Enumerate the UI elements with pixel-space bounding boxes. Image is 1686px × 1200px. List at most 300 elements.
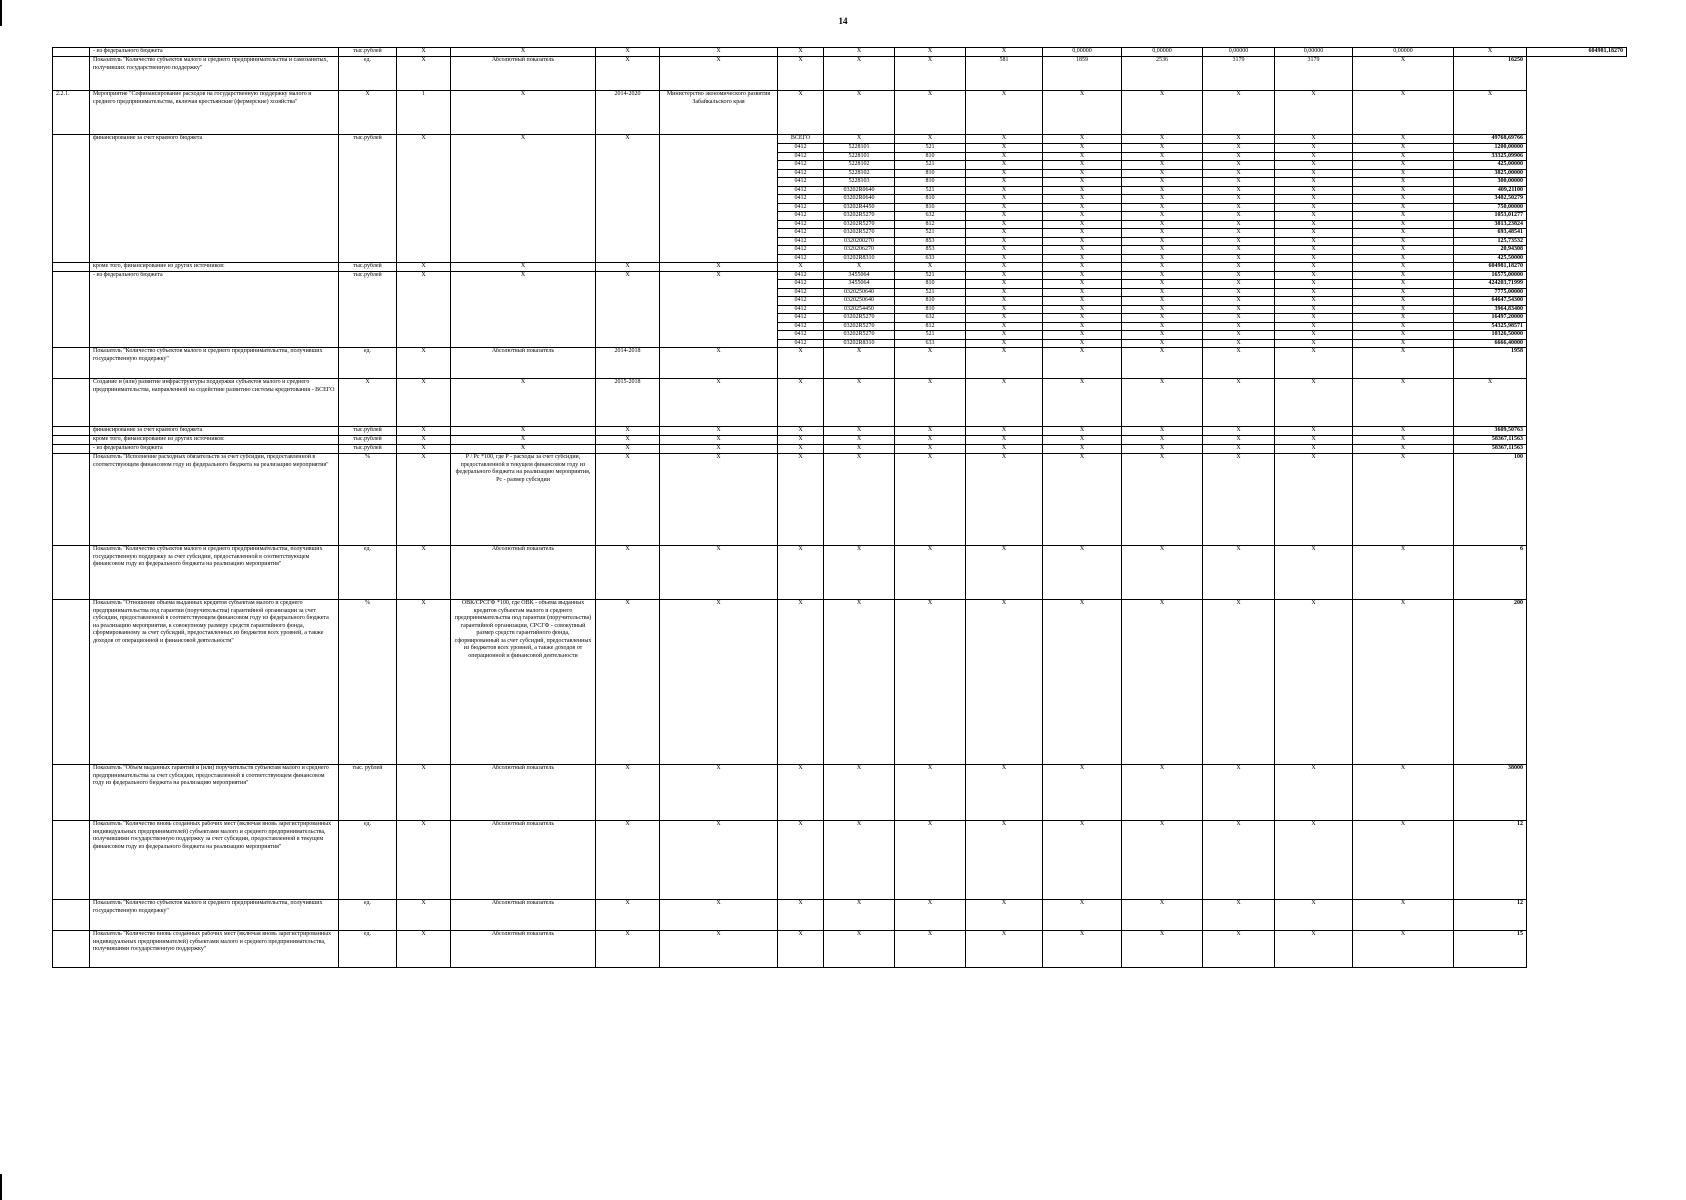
x-mark-cell: X: [1203, 246, 1275, 255]
total-cell: 604981,18270: [1454, 263, 1527, 272]
x-mark-cell: X: [966, 348, 1043, 379]
x-mark-cell: X: [1043, 288, 1122, 297]
csr-cell: 5228103: [824, 178, 895, 187]
x-mark-cell: X: [966, 821, 1043, 900]
num-cell: [53, 546, 90, 600]
x-mark-cell: X: [824, 263, 895, 272]
x-mark-cell: X: [1353, 297, 1454, 306]
label-cell: Показатель "Исполнение расходных обязательств за счет субсидии, предоставленной в соответствующем финансовом году из федерального бюджета на реализацию мероприятия": [90, 454, 339, 546]
x-mark-cell: X: [1122, 436, 1203, 445]
unit-cell: ед.: [339, 348, 397, 379]
total-cell: 125,73532: [1454, 237, 1527, 246]
vr-cell: 812: [895, 220, 966, 229]
x-mark-cell: X: [1122, 91, 1203, 135]
x-mark-cell: X: [1353, 900, 1454, 931]
x-mark-cell: X: [1203, 220, 1275, 229]
x-mark-cell: X: [596, 821, 660, 900]
x-mark-cell: X: [1275, 546, 1353, 600]
total-cell: 15: [1454, 931, 1527, 968]
num-cell: 2.2.1.: [53, 91, 90, 135]
row-infra-regional: [53, 427, 1627, 436]
x-mark-cell: X: [660, 900, 778, 931]
csr-cell: 03202R4450: [824, 203, 895, 212]
total-cell: 1958: [1454, 348, 1527, 379]
row-regional-line: [53, 135, 1627, 144]
x-mark-cell: X: [1122, 263, 1203, 272]
x-mark-cell: X: [966, 254, 1043, 263]
grbs-cell: 0412: [778, 339, 824, 348]
x-mark-cell: X: [966, 931, 1043, 968]
x-mark-cell: X: [660, 271, 778, 348]
x-mark-cell: X: [1043, 237, 1122, 246]
x-mark-cell: X: [778, 379, 824, 427]
total-cell: 409,21100: [1454, 186, 1527, 195]
x-mark-cell: X: [1203, 229, 1275, 238]
x-mark-cell: X: [966, 237, 1043, 246]
x-mark-cell: X: [966, 445, 1043, 454]
row-indicator-self-employed: [53, 57, 1627, 91]
unit-cell: тыс.рублей: [339, 427, 397, 436]
num-cell: [53, 271, 90, 348]
vr-cell: 632: [895, 212, 966, 221]
value-cell: 1859: [1043, 57, 1122, 91]
x-mark-cell: X: [1275, 600, 1353, 765]
x-mark-cell: X: [1353, 57, 1454, 91]
grbs-cell: 0412: [778, 237, 824, 246]
x-mark-cell: X: [1043, 280, 1122, 289]
x-mark-cell: X: [824, 821, 895, 900]
x-mark-cell: X: [1275, 271, 1353, 280]
value-cell: 1: [397, 91, 451, 135]
x-mark-cell: X: [1203, 152, 1275, 161]
num-cell: [53, 454, 90, 546]
row-measure-2-2-1: [53, 91, 1627, 135]
x-mark-cell: X: [1043, 348, 1122, 379]
x-mark-cell: X: [824, 427, 895, 436]
x-mark-cell: X: [895, 600, 966, 765]
x-mark-cell: X: [778, 931, 824, 968]
x-mark-cell: X: [1122, 186, 1203, 195]
x-mark-cell: X: [966, 220, 1043, 229]
x-mark-cell: X: [1275, 263, 1353, 272]
x-mark-cell: X: [966, 271, 1043, 280]
label-cell: Мероприятие "Софинансирование расходов на государственную поддержку малого и среднего предпринимательства, включая крестьянские (фермерские) хозяйства": [90, 91, 339, 135]
row-indicator-loans-ratio: [53, 600, 1627, 765]
x-mark-cell: X: [1353, 600, 1454, 765]
x-mark-cell: X: [824, 454, 895, 546]
x-mark-cell: X: [895, 931, 966, 968]
x-mark-cell: X: [1122, 454, 1203, 546]
x-mark-cell: X: [397, 765, 451, 821]
x-mark-cell: X: [1275, 436, 1353, 445]
x-mark-cell: X: [1122, 152, 1203, 161]
x-mark-cell: X: [1353, 765, 1454, 821]
x-mark-cell: X: [1043, 765, 1122, 821]
grbs-cell: 0412: [778, 144, 824, 153]
csr-cell: 0320250640: [824, 288, 895, 297]
x-mark-cell: X: [966, 314, 1043, 323]
grbs-cell: 0412: [778, 305, 824, 314]
x-mark-cell: X: [966, 178, 1043, 187]
x-mark-cell: X: [1122, 931, 1203, 968]
unit-cell: тыс.рублей: [339, 445, 397, 454]
label-cell: Показатель "Количество субъектов малого и среднего предпринимательства, получивших государственную поддержку": [90, 900, 339, 931]
csr-cell: 03202R5270: [824, 314, 895, 323]
x-mark-cell: X: [1275, 229, 1353, 238]
x-mark-cell: X: [1122, 161, 1203, 170]
x-mark-cell: X: [966, 546, 1043, 600]
x-mark-cell: X: [660, 600, 778, 765]
x-mark-cell: X: [1043, 600, 1122, 765]
x-mark-cell: X: [596, 57, 660, 91]
x-mark-cell: X: [1353, 152, 1454, 161]
x-mark-cell: X: [1043, 152, 1122, 161]
unit-cell: тыс.рублей: [339, 271, 397, 348]
x-mark-cell: X: [1353, 271, 1454, 280]
x-mark-cell: X: [1454, 379, 1527, 427]
row-indicator-count-support: [53, 900, 1627, 931]
x-mark-cell: X: [397, 57, 451, 91]
total-cell: 12: [1454, 821, 1527, 900]
x-mark-cell: X: [1043, 297, 1122, 306]
x-mark-cell: X: [397, 454, 451, 546]
x-mark-cell: X: [1043, 91, 1122, 135]
x-mark-cell: X: [1122, 237, 1203, 246]
x-mark-cell: X: [451, 271, 596, 348]
total-cell: 58367,11563: [1454, 445, 1527, 454]
num-cell: [53, 821, 90, 900]
x-mark-cell: X: [660, 48, 778, 57]
x-mark-cell: X: [1203, 186, 1275, 195]
total-cell: 3825,00000: [1454, 169, 1527, 178]
x-mark-cell: X: [1043, 314, 1122, 323]
x-mark-cell: X: [895, 546, 966, 600]
x-mark-cell: X: [596, 271, 660, 348]
x-mark-cell: X: [1275, 305, 1353, 314]
total-cell: 1053,01277: [1454, 212, 1527, 221]
csr-cell: 03202R8310: [824, 254, 895, 263]
executor-cell: Министерство экономического развития Забайкальского края: [660, 91, 778, 135]
x-mark-cell: X: [1353, 135, 1454, 144]
x-mark-cell: X: [966, 339, 1043, 348]
grbs-cell: 0412: [778, 186, 824, 195]
total-cell: 3964,83400: [1454, 305, 1527, 314]
x-mark-cell: X: [1122, 280, 1203, 289]
x-mark-cell: X: [1122, 195, 1203, 204]
x-mark-cell: X: [1275, 314, 1353, 323]
x-mark-cell: X: [1043, 931, 1122, 968]
csr-cell: 3455064: [824, 280, 895, 289]
x-mark-cell: X: [1275, 931, 1353, 968]
total-cell: 1200,00000: [1454, 144, 1527, 153]
csr-cell: 0320254450: [824, 305, 895, 314]
vr-cell: 810: [895, 178, 966, 187]
x-mark-cell: X: [1122, 546, 1203, 600]
total-cell: 6666,40000: [1454, 339, 1527, 348]
x-mark-cell: X: [1043, 246, 1122, 255]
x-mark-cell: X: [966, 195, 1043, 204]
total-cell: 3402,50279: [1454, 195, 1527, 204]
method-cell: Абсолютный показатель: [451, 348, 596, 379]
x-mark-cell: X: [596, 765, 660, 821]
x-mark-cell: X: [660, 379, 778, 427]
grbs-cell: 0412: [778, 169, 824, 178]
value-cell: 0,00000: [1275, 48, 1353, 57]
x-mark-cell: X: [1043, 229, 1122, 238]
total-cell: 58367,11563: [1454, 436, 1527, 445]
x-mark-cell: X: [966, 454, 1043, 546]
x-mark-cell: X: [1043, 186, 1122, 195]
x-mark-cell: X: [1353, 237, 1454, 246]
total-cell: 425,50000: [1454, 254, 1527, 263]
x-mark-cell: X: [1353, 280, 1454, 289]
x-mark-cell: X: [397, 436, 451, 445]
x-mark-cell: X: [1122, 229, 1203, 238]
vr-cell: 810: [895, 297, 966, 306]
x-mark-cell: X: [1122, 305, 1203, 314]
table-body: [53, 48, 1627, 968]
x-mark-cell: X: [1203, 288, 1275, 297]
total-cell: 424203,71999: [1454, 280, 1527, 289]
x-mark-cell: X: [1275, 288, 1353, 297]
x-mark-cell: X: [966, 186, 1043, 195]
label-cell: Показатель "Количество субъектов малого и среднего предпринимательства и самозанятых, получивших государственную поддержку": [90, 57, 339, 91]
period-cell: 2014-2018: [596, 348, 660, 379]
x-mark-cell: X: [1275, 445, 1353, 454]
csr-cell: 0320250640: [824, 297, 895, 306]
x-mark-cell: X: [1122, 322, 1203, 331]
x-mark-cell: X: [339, 91, 397, 135]
grbs-cell: 0412: [778, 254, 824, 263]
label-cell: Показатель "Количество вновь созданных рабочих мест (включая вновь зарегистрированных индивидуальных предпринимателей) субъектами малого и среднего предпринимательства, получившими государственную поддержку за счет субсидии, предоставленной в текущем финансовом году из федерального бюджета на реализацию мероприятия": [90, 821, 339, 900]
value-cell: 2536: [1122, 57, 1203, 91]
x-mark-cell: X: [660, 57, 778, 91]
x-mark-cell: X: [1122, 821, 1203, 900]
x-mark-cell: X: [397, 931, 451, 968]
label-cell: финансирование за счет краевого бюджета: [90, 135, 339, 263]
total-cell: 54325,98571: [1454, 322, 1527, 331]
x-mark-cell: X: [895, 91, 966, 135]
num-cell: [53, 348, 90, 379]
x-mark-cell: X: [451, 427, 596, 436]
total-cell: 64647,54300: [1454, 297, 1527, 306]
x-mark-cell: X: [1043, 379, 1122, 427]
x-mark-cell: X: [1203, 900, 1275, 931]
x-mark-cell: X: [895, 454, 966, 546]
total-cell: 425,00000: [1454, 161, 1527, 170]
row-indicator-new-jobs-subsidy: [53, 821, 1627, 900]
x-mark-cell: X: [966, 169, 1043, 178]
x-mark-cell: X: [596, 48, 660, 57]
x-mark-cell: X: [1353, 454, 1454, 546]
x-mark-cell: X: [1122, 339, 1203, 348]
x-mark-cell: X: [1353, 931, 1454, 968]
x-mark-cell: X: [1043, 331, 1122, 340]
method-cell: Абсолютный показатель: [451, 546, 596, 600]
vr-cell: 810: [895, 305, 966, 314]
method-cell: Абсолютный показатель: [451, 765, 596, 821]
x-mark-cell: X: [1122, 297, 1203, 306]
x-mark-cell: X: [596, 445, 660, 454]
x-mark-cell: X: [660, 765, 778, 821]
vr-cell: 521: [895, 331, 966, 340]
csr-cell: 5228102: [824, 169, 895, 178]
x-mark-cell: X: [1043, 254, 1122, 263]
x-mark-cell: X: [778, 427, 824, 436]
x-mark-cell: X: [1275, 186, 1353, 195]
total-cell: 100: [1454, 454, 1527, 546]
x-mark-cell: X: [1043, 322, 1122, 331]
program-finance-table: [52, 47, 1627, 968]
x-mark-cell: X: [966, 91, 1043, 135]
x-mark-cell: X: [1043, 212, 1122, 221]
x-mark-cell: X: [660, 263, 778, 272]
x-mark-cell: X: [1275, 152, 1353, 161]
x-mark-cell: X: [966, 203, 1043, 212]
unit-cell: ед.: [339, 931, 397, 968]
x-mark-cell: X: [1203, 263, 1275, 272]
x-mark-cell: X: [895, 445, 966, 454]
x-mark-cell: X: [1122, 900, 1203, 931]
row-indicator-support-subsidy: [53, 546, 1627, 600]
x-mark-cell: X: [1275, 203, 1353, 212]
x-mark-cell: X: [1122, 379, 1203, 427]
x-mark-cell: X: [1353, 331, 1454, 340]
x-mark-cell: X: [451, 135, 596, 263]
grbs-cell: 0412: [778, 229, 824, 238]
x-mark-cell: X: [596, 454, 660, 546]
num-cell: [53, 931, 90, 968]
num-cell: [53, 436, 90, 445]
x-mark-cell: X: [660, 348, 778, 379]
x-mark-cell: X: [1203, 546, 1275, 600]
row-infra-fed: [53, 445, 1627, 454]
x-mark-cell: X: [824, 546, 895, 600]
num-cell: [53, 57, 90, 91]
x-mark-cell: X: [1203, 91, 1275, 135]
x-mark-cell: X: [895, 57, 966, 91]
unit-cell: ед.: [339, 821, 397, 900]
executor-cell: [660, 135, 778, 263]
total-cell: 604981,18270: [1527, 48, 1627, 57]
label-cell: кроме того, финансирование из других источников:: [90, 263, 339, 272]
x-mark-cell: X: [966, 427, 1043, 436]
x-mark-cell: X: [660, 436, 778, 445]
csr-cell: X: [824, 135, 895, 144]
value-cell: 0,00000: [1122, 48, 1203, 57]
x-mark-cell: X: [1275, 91, 1353, 135]
x-mark-cell: X: [451, 91, 596, 135]
x-mark-cell: X: [1043, 220, 1122, 229]
x-mark-cell: X: [397, 135, 451, 263]
x-mark-cell: X: [1203, 348, 1275, 379]
x-mark-cell: X: [1275, 195, 1353, 204]
total-cell: 38000: [1454, 765, 1527, 821]
x-mark-cell: X: [1275, 900, 1353, 931]
x-mark-cell: X: [1275, 339, 1353, 348]
x-mark-cell: X: [895, 427, 966, 436]
vr-cell: 521: [895, 144, 966, 153]
x-mark-cell: X: [1122, 212, 1203, 221]
x-mark-cell: X: [596, 931, 660, 968]
x-mark-cell: X: [966, 48, 1043, 57]
x-mark-cell: X: [1043, 427, 1122, 436]
x-mark-cell: X: [778, 600, 824, 765]
x-mark-cell: X: [1275, 821, 1353, 900]
x-mark-cell: X: [824, 600, 895, 765]
x-mark-cell: X: [966, 288, 1043, 297]
num-cell: [53, 48, 90, 57]
x-mark-cell: X: [1353, 212, 1454, 221]
method-cell: Абсолютный показатель: [451, 821, 596, 900]
x-mark-cell: X: [1043, 271, 1122, 280]
grbs-cell: 0412: [778, 152, 824, 161]
x-mark-cell: X: [1122, 765, 1203, 821]
total-cell: 20,94308: [1454, 246, 1527, 255]
num-cell: [53, 900, 90, 931]
x-mark-cell: X: [660, 546, 778, 600]
grbs-cell: 0412: [778, 161, 824, 170]
x-mark-cell: X: [397, 271, 451, 348]
x-mark-cell: X: [1203, 454, 1275, 546]
vr-cell: 810: [895, 280, 966, 289]
x-mark-cell: X: [660, 821, 778, 900]
x-mark-cell: X: [451, 48, 596, 57]
x-mark-cell: X: [596, 427, 660, 436]
x-mark-cell: X: [397, 379, 451, 427]
x-mark-cell: X: [1043, 900, 1122, 931]
total-cell: 33325,09906: [1454, 152, 1527, 161]
label-cell: Показатель "Количество субъектов малого и среднего предпринимательства, получивших государственную поддержку": [90, 348, 339, 379]
grbs-cell: 0412: [778, 288, 824, 297]
x-mark-cell: X: [1275, 237, 1353, 246]
total-cell: 10326,50000: [1454, 331, 1527, 340]
x-mark-cell: X: [966, 280, 1043, 289]
x-mark-cell: X: [1043, 454, 1122, 546]
grbs-cell: 0412: [778, 271, 824, 280]
x-mark-cell: X: [1122, 178, 1203, 187]
total-cell: 49768,69766: [1454, 135, 1527, 144]
x-mark-cell: X: [966, 135, 1043, 144]
x-mark-cell: X: [1203, 203, 1275, 212]
x-mark-cell: X: [778, 57, 824, 91]
csr-cell: 03202R5270: [824, 331, 895, 340]
vr-cell: X: [895, 135, 966, 144]
unit-cell: тыс.рублей: [339, 135, 397, 263]
x-mark-cell: X: [397, 546, 451, 600]
x-mark-cell: X: [895, 821, 966, 900]
x-mark-cell: X: [895, 765, 966, 821]
row-indicator-execution: [53, 454, 1627, 546]
vr-cell: 853: [895, 237, 966, 246]
x-mark-cell: X: [966, 144, 1043, 153]
grbs-cell: 0412: [778, 280, 824, 289]
grbs-cell: 0412: [778, 195, 824, 204]
num-cell: [53, 263, 90, 272]
x-mark-cell: X: [1353, 339, 1454, 348]
row-fed-line: [53, 271, 1627, 280]
num-cell: [53, 427, 90, 436]
csr-cell: 03202R8310: [824, 339, 895, 348]
x-mark-cell: X: [1353, 91, 1454, 135]
total-cell: 3609,50763: [1454, 427, 1527, 436]
grbs-cell: 0412: [778, 297, 824, 306]
x-mark-cell: X: [1353, 246, 1454, 255]
x-mark-cell: X: [660, 445, 778, 454]
x-mark-cell: X: [1043, 203, 1122, 212]
row-indicator-count-2018: [53, 348, 1627, 379]
x-mark-cell: X: [1353, 314, 1454, 323]
